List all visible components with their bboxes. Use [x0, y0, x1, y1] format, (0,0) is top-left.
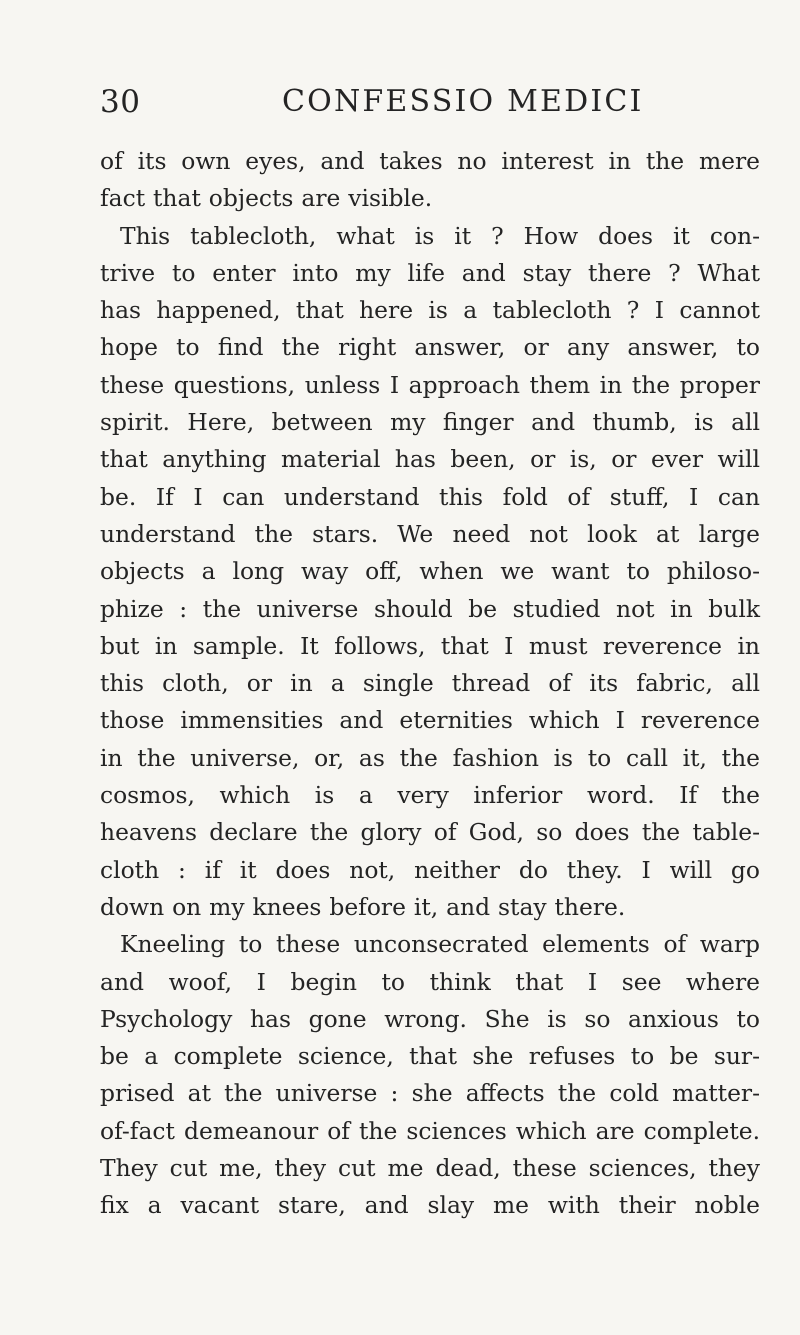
text-line: in the universe, or, as the fashion is to call it, the	[100, 743, 760, 772]
text-line: this cloth, or in a single thread of its fabric, all	[100, 669, 760, 698]
text-line: Psychology has gone wrong. She is so anxious to	[100, 1004, 760, 1033]
text-line: cosmos, which is a very inferior word. If the	[100, 781, 760, 810]
text-line: phize : the universe should be studied not in bulk	[100, 594, 760, 623]
body-text	[100, 143, 760, 1225]
text-line: has happened, that here is a tablecloth ? I cannot	[100, 296, 760, 325]
text-line: of its own eyes, and takes no interest in the mere	[100, 147, 760, 175]
text-line: understand the stars. We need not look at large	[100, 519, 760, 548]
text-line: spirit. Here, between my finger and thumb, is all	[100, 408, 760, 437]
text-line: heavens declare the glory of God, so does the table-	[100, 818, 760, 847]
text-line: Kneeling to these unconsecrated elements of warp	[120, 930, 760, 959]
text-line: trive to enter into my life and stay there ? What	[100, 258, 760, 287]
text-line: This tablecloth, what is it ? How does it con-	[120, 221, 760, 250]
text-line: down on my knees before it, and stay there.	[100, 892, 626, 921]
page-number: 30	[100, 84, 141, 120]
text-line: and woof, I begin to think that I see where	[100, 967, 760, 996]
text-line: that anything material has been, or is, or ever will	[100, 445, 760, 474]
text-line: these questions, unless I approach them in the proper	[100, 370, 760, 399]
running-title: CONFESSIO MEDICI	[282, 84, 644, 119]
text-line: be. If I can understand this fold of stuff, I can	[100, 482, 760, 511]
text-line: cloth : if it does not, neither do they. I will go	[100, 855, 760, 884]
text-line: be a complete science, that she refuses to be sur-	[100, 1042, 760, 1071]
text-line: of-fact demeanour of the sciences which are complete.	[100, 1116, 760, 1145]
text-line: fix a vacant stare, and slay me with their noble	[100, 1191, 760, 1220]
text-line: objects a long way off, when we want to philoso-	[100, 557, 760, 586]
text-line: They cut me, they cut me dead, these sciences, they	[100, 1154, 760, 1183]
text-line: fact that objects are visible.	[100, 184, 433, 213]
running-head	[100, 82, 760, 126]
text-line: those immensities and eternities which I reverence	[100, 706, 760, 735]
text-line: prised at the universe : she affects the cold matter-	[100, 1079, 760, 1108]
text-line: hope to find the right answer, or any answer, to	[100, 333, 760, 362]
text-line: but in sample. It follows, that I must reverence in	[100, 631, 760, 660]
